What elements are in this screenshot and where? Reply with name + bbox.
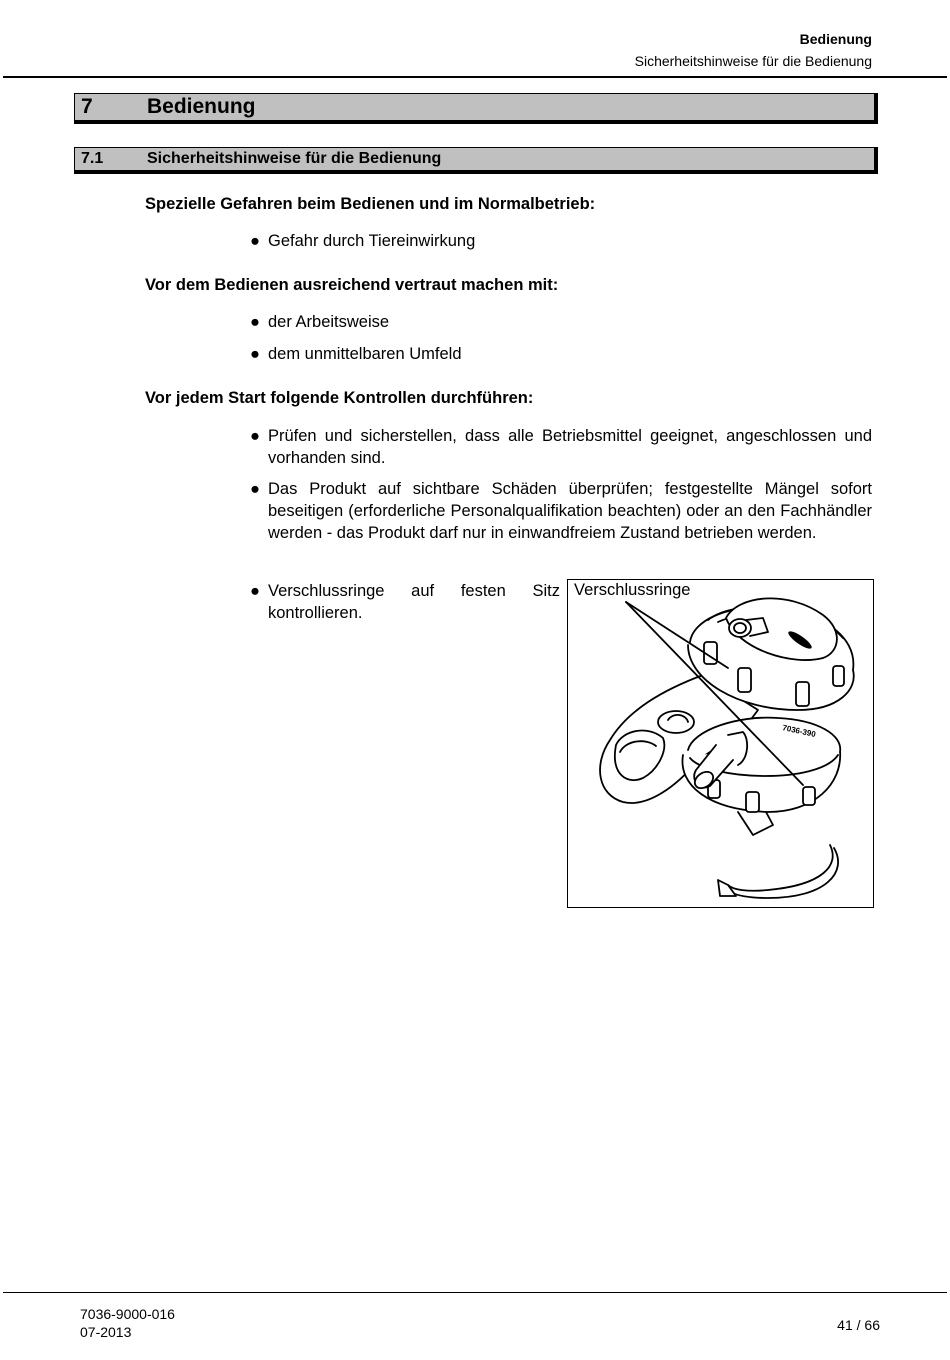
figure-closure-rings xyxy=(567,579,874,908)
chapter-title: Bedienung xyxy=(147,95,256,118)
list-item-text: Verschlussringe auf festen Sitz kontrollieren. xyxy=(268,582,560,622)
list-item-text: der Arbeitsweise xyxy=(268,313,390,331)
footer-divider xyxy=(3,1292,947,1293)
bullet-icon: ● xyxy=(250,427,260,445)
list-item-text: Gefahr durch Tiereinwirkung xyxy=(268,232,476,250)
list-item xyxy=(250,343,870,365)
list-item-text: Prüfen und sicherstellen, dass alle Betriebsmittel geeignet, angeschlossen und vorhanden sind. xyxy=(268,427,872,467)
subheading-familiarize: Vor dem Bedienen ausreichend vertraut machen mit: xyxy=(145,276,559,294)
list-item xyxy=(250,425,872,469)
list-item xyxy=(250,311,870,333)
subheading-special-hazards: Spezielle Gefahren beim Bedienen und im Normalbetrieb: xyxy=(145,195,596,213)
list-item xyxy=(250,580,560,624)
list-item-text: dem unmittelbaren Umfeld xyxy=(268,345,462,363)
bullet-icon: ● xyxy=(250,313,260,331)
device-model-marking: 7036-390 xyxy=(781,723,817,739)
section-title: Sicherheitshinweise für die Bedienung xyxy=(147,150,442,167)
list-item xyxy=(250,230,870,252)
chapter-heading xyxy=(74,93,878,124)
running-header-title: Bedienung xyxy=(799,31,872,47)
section-number: 7.1 xyxy=(81,150,104,167)
footer-doc-number: 7036-9000-016 xyxy=(80,1306,175,1322)
bullet-icon: ● xyxy=(250,345,260,363)
bullet-icon: ● xyxy=(250,232,260,250)
list-item-text: Das Produkt auf sichtbare Schäden überprüfen; festgestellte Mängel sofort beseitigen (erforderliche Personalqualifikation beachten) oder an den Fachhändler werden - das Produkt darf nur in einwandfreiem Zustand betrieben werden. xyxy=(268,480,872,542)
section-heading xyxy=(74,147,878,174)
subheading-checks-before-start: Vor jedem Start folgende Kontrollen durchführen: xyxy=(145,389,534,407)
running-header-subtitle: Sicherheitshinweise für die Bedienung xyxy=(634,53,872,69)
footer-date: 07-2013 xyxy=(80,1324,132,1340)
page-number: 41 / 66 xyxy=(837,1317,880,1333)
figure-label: Verschlussringe xyxy=(574,581,691,599)
list-item xyxy=(250,478,872,566)
bullet-icon: ● xyxy=(250,480,260,498)
chapter-number: 7 xyxy=(81,95,93,118)
bullet-icon: ● xyxy=(250,582,260,600)
header-divider xyxy=(3,76,947,78)
device-illustration xyxy=(568,580,873,907)
